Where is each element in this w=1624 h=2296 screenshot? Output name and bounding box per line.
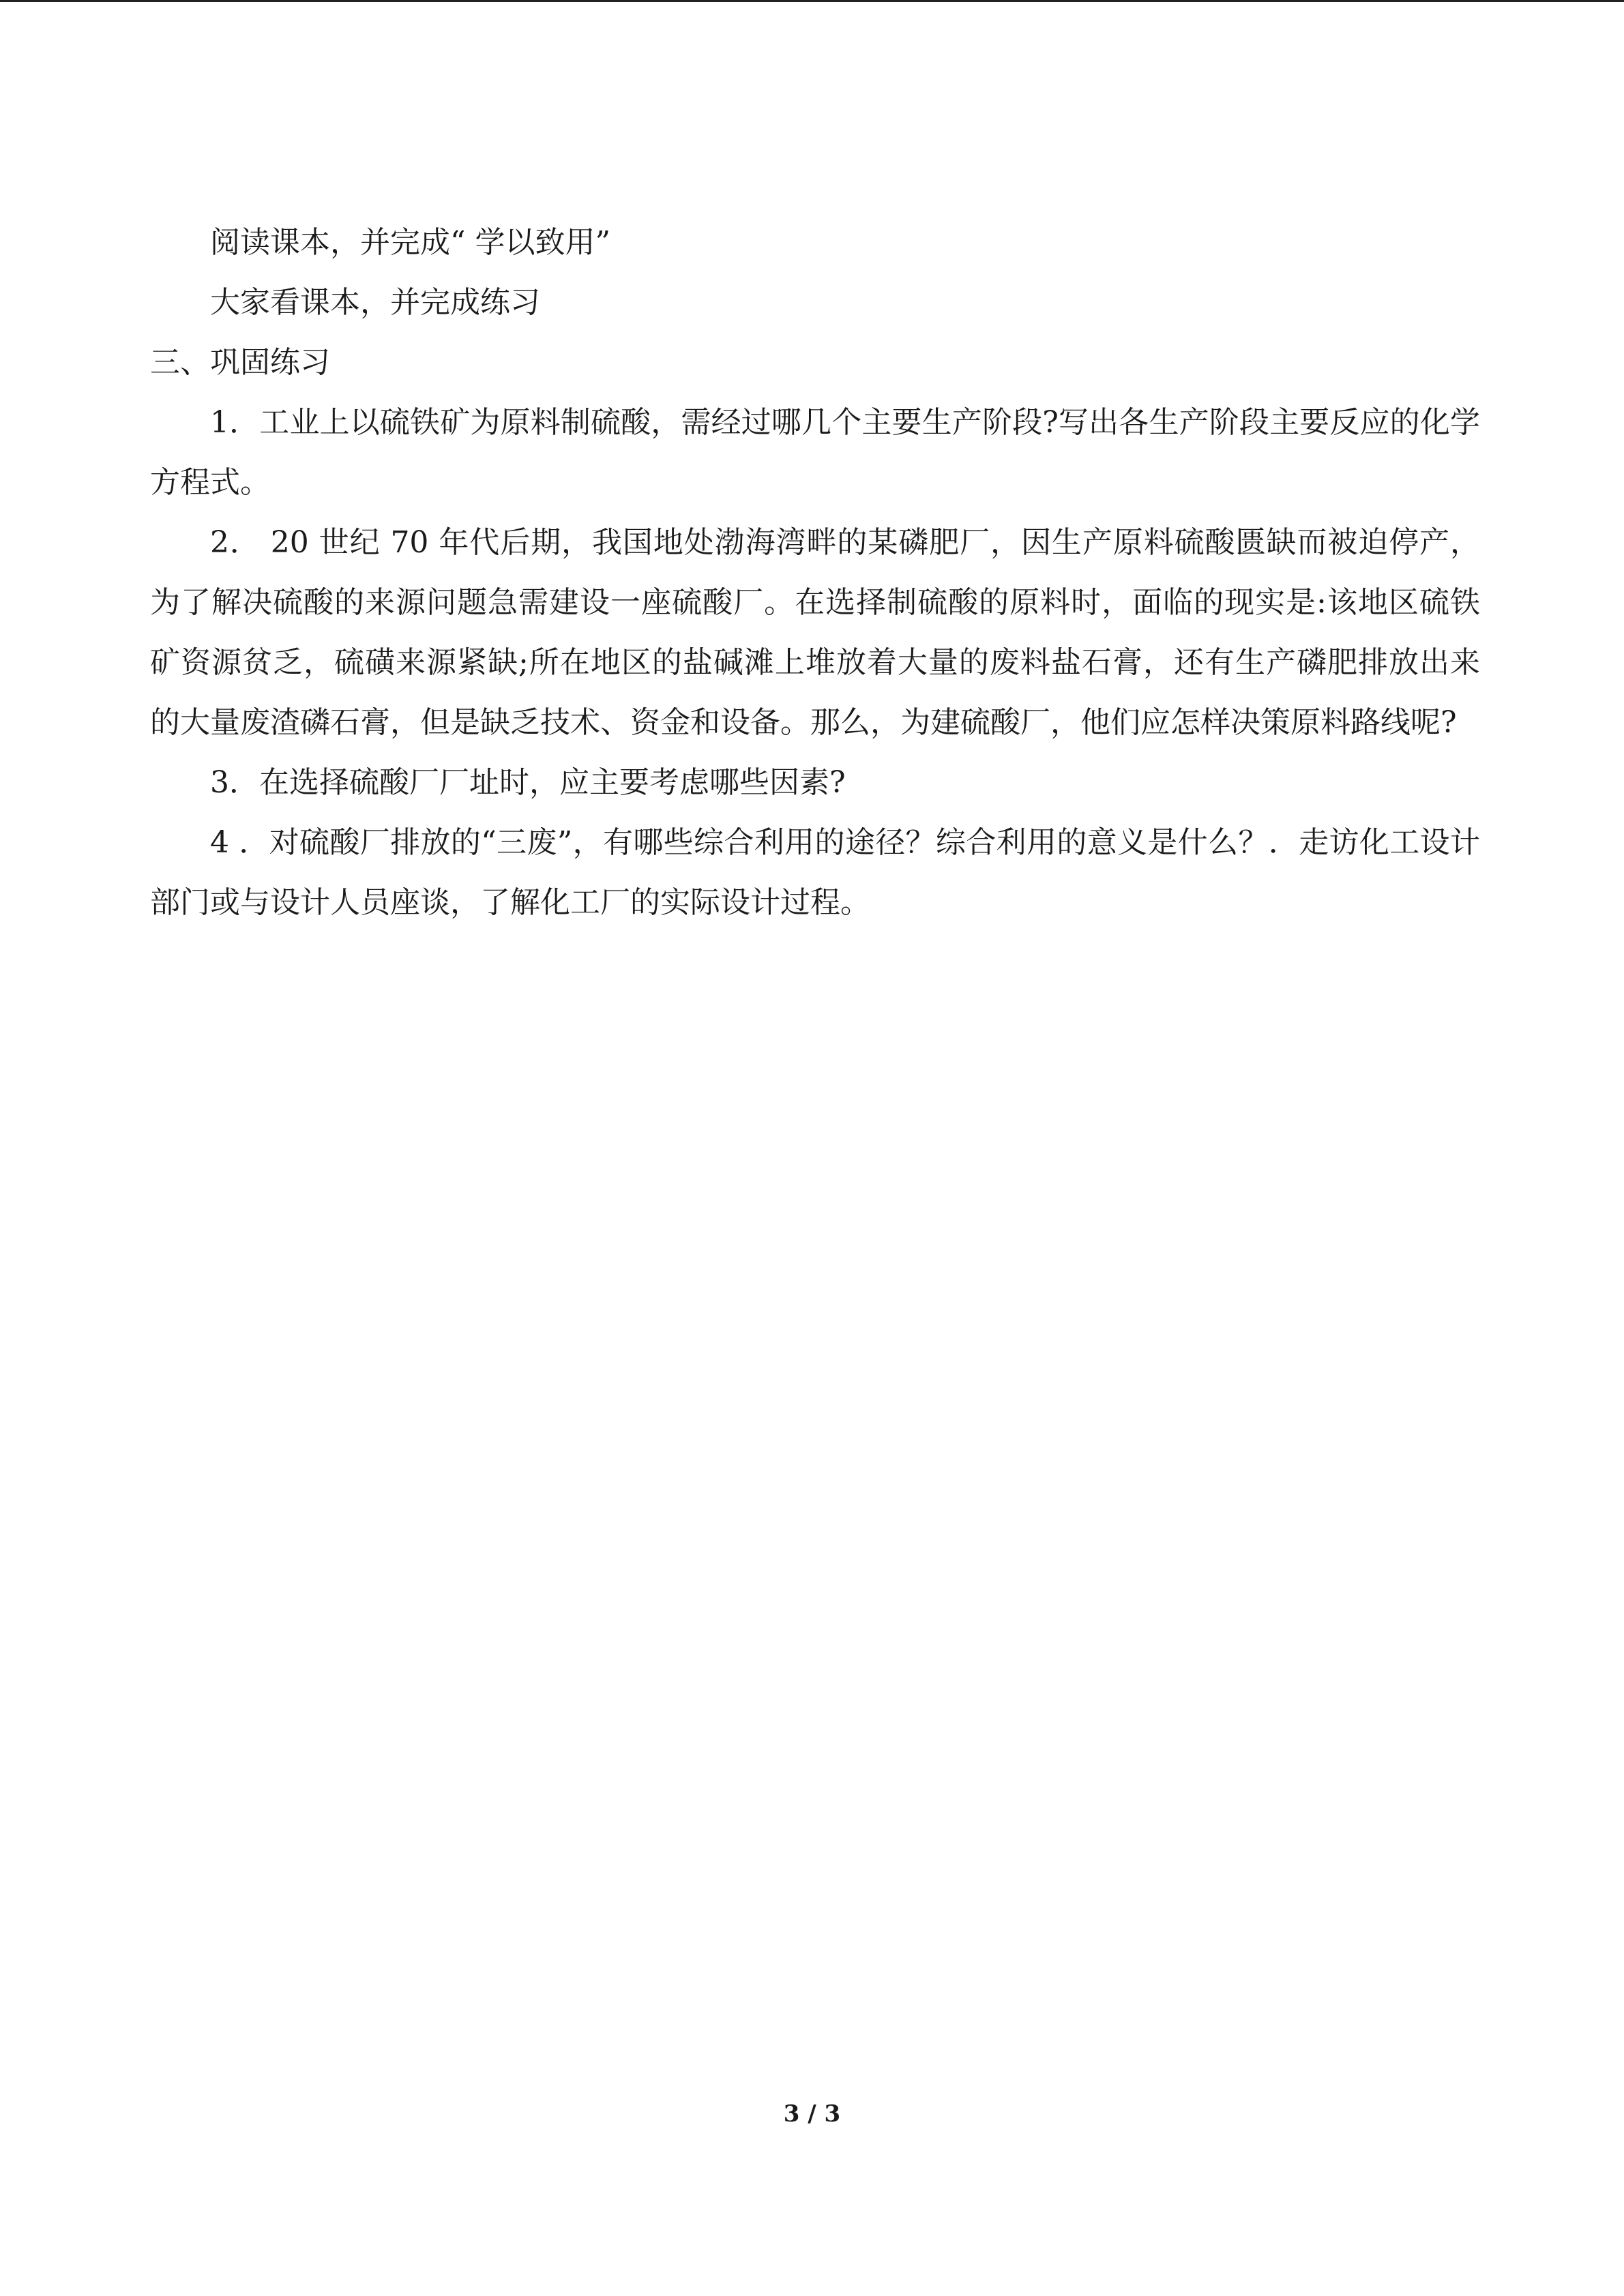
section-heading-consolidation-practice: 三、巩固练习 <box>150 345 330 380</box>
page-top-border <box>0 0 1624 2</box>
question-1: 1．工业上以硫铁矿为原料制硫酸，需经过哪几个主要生产阶段?写出各生产阶段主要反应的化学方程式。 <box>150 405 1480 500</box>
question-2: 2． 20 世纪 70 年代后期，我国地处渤海湾畔的某磷肥厂，因生产原料硫酸匮缺而被迫停产，为了解决硫酸的来源问题急需建设一座硫酸厂。在选择制硫酸的原料时，面临的现实是:该地区硫铁矿资源贫乏，硫磺来源紧缺;所在地区的盐碱滩上堆放着大量的废料盐石膏，还有生产磷肥排放出来的大量废渣磷石膏，但是缺乏技术、资金和设备。那么，为建硫酸厂，他们应怎样决策原料路线呢? <box>150 525 1480 740</box>
question-4: 4 ．对硫酸厂排放的“三废”，有哪些综合利用的途径？综合利用的意义是什么？．走访化工设计部门或与设计人员座谈，了解化工厂的实际设计过程。 <box>150 825 1480 920</box>
page-number: 3 / 3 <box>783 2100 841 2128</box>
paragraph-read-textbook: 阅读课本，并完成“ 学以致用” <box>210 225 610 260</box>
question-3: 3．在选择硫酸厂厂址时，应主要考虑哪些因素? <box>210 765 846 800</box>
paragraph-practice-instruction: 大家看课本，并完成练习 <box>210 285 540 320</box>
document-body <box>150 213 1480 933</box>
